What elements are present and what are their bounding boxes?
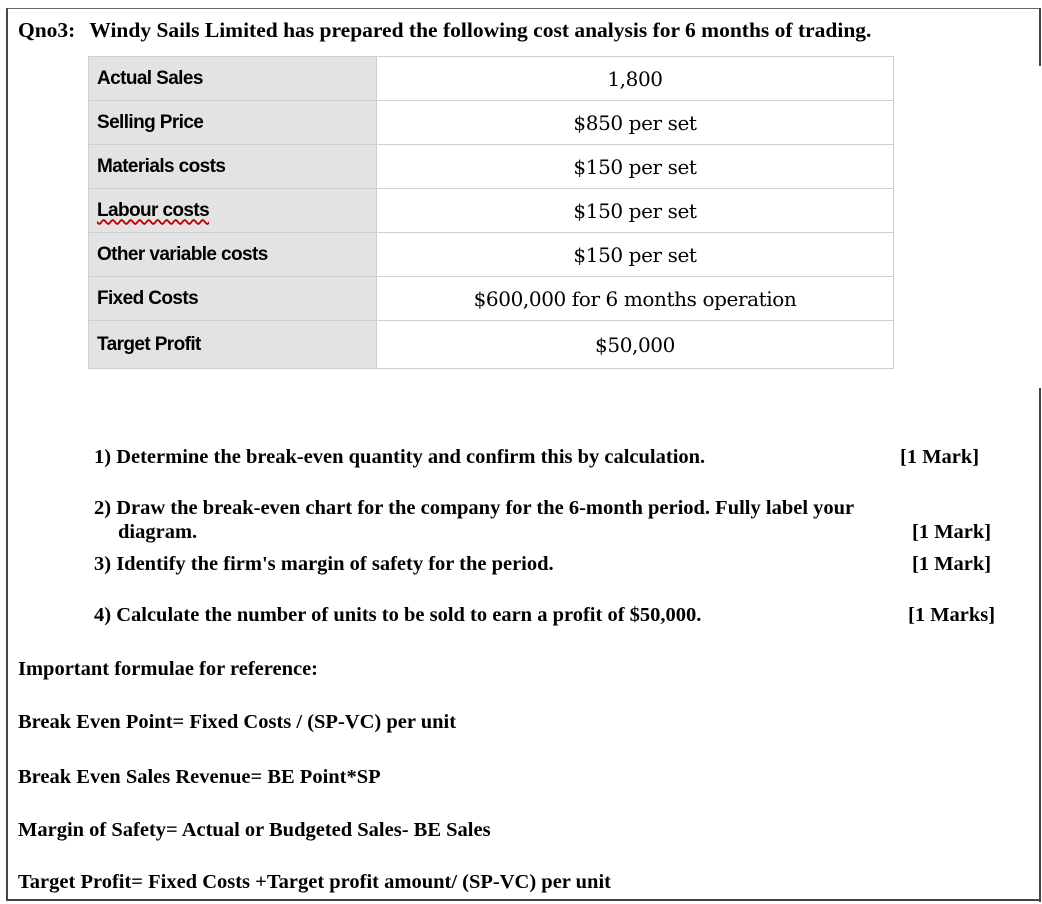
- task-2-text-cont: diagram.: [118, 521, 198, 543]
- frame-right-border-top: [1039, 8, 1041, 66]
- row-value: $150 per set: [377, 145, 894, 189]
- row-label: Target Profit: [89, 321, 377, 369]
- row-value: $850 per set: [377, 101, 894, 145]
- task-4-text: 4) Calculate the number of units to be sold to earn a profit of $50,000.: [94, 604, 702, 626]
- row-value: 1,800: [377, 57, 894, 101]
- task-4-mark: [1 Marks]: [908, 604, 996, 626]
- table-row: [89, 189, 894, 233]
- row-label: Other variable costs: [89, 233, 377, 277]
- formulae-heading: Important formulae for reference:: [18, 658, 318, 680]
- row-label: Selling Price: [89, 101, 377, 145]
- task-3-mark: [1 Mark]: [912, 553, 992, 575]
- task-3-text: 3) Identify the firm's margin of safety for the period.: [94, 553, 554, 575]
- task-1-mark: [1 Mark]: [900, 446, 980, 468]
- row-value: $150 per set: [377, 233, 894, 277]
- task-2-mark: [1 Mark]: [912, 521, 992, 543]
- table-row: [89, 233, 894, 277]
- table-row: [89, 145, 894, 189]
- formula-target-profit: Target Profit= Fixed Costs +Target profit amount/ (SP-VC) per unit: [18, 871, 611, 893]
- row-label: Materials costs: [89, 145, 377, 189]
- question-number: Qno3:: [18, 18, 76, 42]
- row-value: $50,000: [377, 321, 894, 369]
- table-row: [89, 57, 894, 101]
- cost-analysis-table: [88, 56, 894, 369]
- task-2-text: 2) Draw the break-even chart for the company for the 6-month period. Fully label your: [94, 497, 855, 519]
- table-row: [89, 277, 894, 321]
- frame-right-border-bottom: [1039, 388, 1041, 902]
- formula-break-even-point: Break Even Point= Fixed Costs / (SP-VC) per unit: [18, 711, 457, 733]
- formula-break-even-revenue: Break Even Sales Revenue= BE Point*SP: [18, 766, 381, 788]
- formula-margin-of-safety: Margin of Safety= Actual or Budgeted Sales- BE Sales: [18, 819, 491, 841]
- question-heading: [18, 18, 871, 43]
- row-label: Labour costs: [97, 199, 210, 221]
- task-1-text: 1) Determine the break-even quantity and confirm this by calculation.: [94, 446, 706, 468]
- row-label: Actual Sales: [89, 57, 377, 101]
- table-row: [89, 321, 894, 369]
- row-label: Fixed Costs: [89, 277, 377, 321]
- table-row: [89, 101, 894, 145]
- question-text: Windy Sails Limited has prepared the following cost analysis for 6 months of trading.: [89, 18, 872, 42]
- row-value: $150 per set: [377, 189, 894, 233]
- row-value: $600,000 for 6 months operation: [377, 277, 894, 321]
